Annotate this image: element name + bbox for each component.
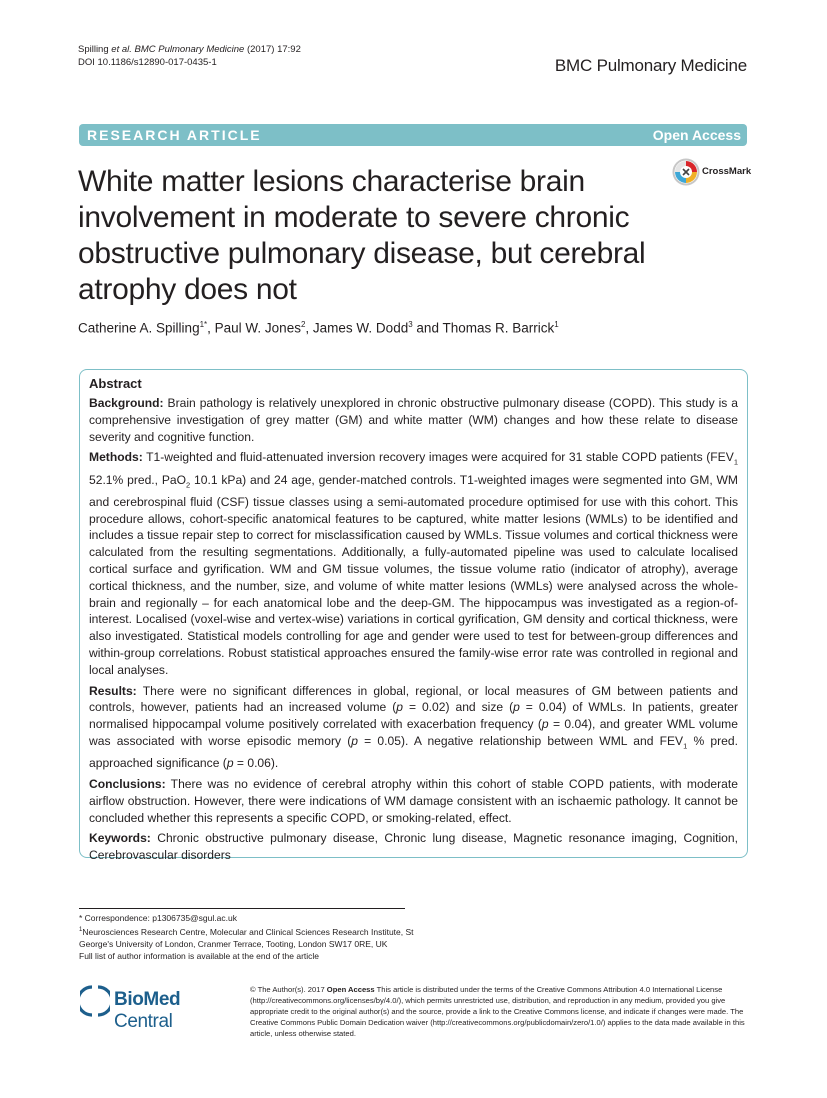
copyright-text: © The Author(s). 2017 — [250, 985, 327, 994]
crossmark-icon — [672, 158, 700, 186]
journal-name: BMC Pulmonary Medicine — [554, 56, 747, 75]
citation-line — [78, 43, 301, 56]
author-separator: , — [305, 320, 313, 336]
section-text: = 0.04), and greater WML volume was associated with worse episodic memory ( — [89, 717, 738, 748]
section-label: Keywords: — [89, 831, 151, 846]
open-access-bold: Open Access — [326, 985, 375, 994]
section-label: Conclusions: — [89, 776, 166, 791]
crossmark-label: CrossMark — [702, 166, 752, 177]
subscript: 2 — [186, 480, 191, 489]
biomed-central-logo[interactable] — [80, 985, 240, 1032]
biomed-central-logo-icon — [80, 985, 110, 1017]
publisher-name-bold: BioMed — [114, 989, 181, 1010]
section-text: 10.1 kPa) and 24 age, gender-matched controls. T1-weighted images were segmented into GM, WM and cerebrospinal fluid (CSF) tissue classes using a semi-automated procedure optimised for use with this cohort. This procedure allows, cohort-specific anatomical features to be captured, white matter lesions (WMLs) to be identified and includes a tissue repair step to correct for misclassification caused by WMLs. Tissue volumes and cortical thickness were calculated from the resulting segmentations. Additionally, a fully-automated pipeline was used to calculate localised cortical surface and gyrification. WM and GM tissue volumes, the tissue volume ratio (indicator of atrophy), average cortical thickness, and the number, size, and volume of white matter lesions (WMLs) were analysed across the whole-brain and regionally – for each anatomical lobe and the deep-GM. The hippocampus was investigated as a region-of-interest. Localised (voxel-wise and vertex-wise) variations in cortical gyrification, GM density and cortical thickness, were also investigated. Statistical models controlling for age and gender were used to test for between-group differences and within-group correlations. Robust statistical approaches ensured the family-wise error rate was controlled in regional and local analyses. — [89, 472, 738, 677]
author-info-note: Full list of author information is available at the end of the article — [79, 950, 320, 961]
doi[interactable]: DOI 10.1186/s12890-017-0435-1 — [78, 57, 217, 68]
p-symbol: p — [541, 717, 549, 732]
publisher-name-rest: Central — [114, 1011, 173, 1032]
abstract-heading: Abstract — [89, 376, 142, 391]
p-symbol: p — [226, 756, 234, 771]
author-name[interactable]: James W. Dodd — [312, 320, 409, 336]
crossmark-badge[interactable] — [672, 158, 752, 186]
author-name[interactable]: Catherine A. Spilling — [78, 320, 200, 336]
license-statement — [250, 984, 750, 1039]
section-text: There were no significant differences in global, regional, or local measures of GM between patients and controls, however, patients had an increased volume ( — [89, 683, 738, 715]
article-type-label: RESEARCH ARTICLE — [87, 127, 262, 143]
abstract-conclusions — [89, 776, 738, 826]
section-label: Results: — [89, 683, 137, 698]
section-text: % pred. approached significance ( — [89, 733, 738, 771]
footnote-block — [79, 912, 419, 962]
section-text: There was no evidence of cerebral atrophy within this cohort of stable COPD patients, with moderate airflow obstruction. However, there were indications of WM damage consistent with an ischaemic pathology. It cannot be concluded whether this represents a specific COPD, or smoking-related, effect. — [89, 776, 738, 825]
abstract-keywords — [89, 830, 738, 864]
author-affiliation-mark: 2 — [300, 320, 306, 329]
publisher-name — [114, 989, 240, 1033]
citation-authors: Spilling — [78, 44, 112, 55]
section-text: T1-weighted and fluid-attenuated inversion recovery images were acquired for 31 stable COPD patients (FEV — [142, 450, 734, 465]
p-symbol: p — [351, 733, 358, 748]
affiliation-text: Neurosciences Research Centre, Molecular and Clinical Sciences Research Institute, St George's University of London, Cranmer Terrace, Tooting, London SW17 0RE, UK — [79, 926, 414, 949]
license-text: This article is distributed under the terms of the Creative Commons Attribution 4.0 International License (http://creativecommons.org/licenses/by/4.0/), which permits unrestricted use, distribution, and reproduction in any medium, provided you give appropriate credit to the original author(s) and the source, provide a link to the Creative Commons license, and indicate if changes were made. The Creative Commons Public Domain Dedication waiver (http://creativecommons.org/publicdomain/zero/1.0/) applies to the data made available in this article, unless otherwise stated. — [250, 985, 745, 1038]
author-list — [78, 320, 559, 336]
author-name[interactable]: Paul W. Jones — [214, 320, 301, 336]
section-label: Background: — [89, 396, 164, 410]
footnote-divider — [79, 908, 405, 909]
abstract-box — [79, 369, 748, 863]
section-text: Brain pathology is relatively unexplored in chronic obstructive pulmonary disease (COPD). This study is a comprehensive investigation of grey matter (GM) and white matter (WM) changes and how these relate to disease severity and cognitive function. — [89, 396, 738, 444]
author-affiliation-mark: 1* — [199, 320, 208, 329]
section-text: = 0.05). A negative relationship between WML and FEV — [358, 733, 684, 748]
author-separator: , — [207, 320, 215, 336]
section-text: Chronic obstructive pulmonary disease, Chronic lung disease, Magnetic resonance imaging, Cognition, Cerebrovascular disorders — [89, 831, 738, 863]
author-affiliation-mark: 1 — [554, 320, 559, 329]
section-text: 52.1% pred., PaO — [89, 472, 187, 487]
affiliation-mark: 1 — [79, 927, 83, 933]
citation-journal: et al. BMC Pulmonary Medicine — [111, 44, 245, 55]
subscript: 1 — [683, 741, 688, 751]
section-text: = 0.06). — [233, 756, 279, 771]
p-symbol: p — [513, 700, 520, 715]
section-text: = 0.02) and size ( — [402, 700, 514, 715]
abstract-results — [89, 683, 738, 772]
open-access-label: Open Access — [652, 127, 741, 143]
section-label: Methods: — [89, 450, 143, 465]
author-name[interactable]: Thomas R. Barrick — [442, 320, 555, 336]
affiliation — [79, 924, 419, 950]
article-title: White matter lesions characterise brain involvement in moderate to severe chronic obstructive pulmonary disease, but cerebral atrophy does not — [78, 165, 646, 306]
abstract-methods — [89, 449, 738, 678]
subscript: 1 — [733, 457, 738, 467]
citation-block — [78, 43, 301, 69]
correspondence[interactable]: * Correspondence: p1306735@sgul.ac.uk — [79, 913, 237, 923]
p-symbol: p — [396, 700, 403, 715]
author-separator: and — [412, 320, 443, 336]
article-type-banner — [79, 124, 747, 146]
author-affiliation-mark: 3 — [408, 320, 413, 329]
citation-volume: (2017) 17:92 — [244, 44, 301, 55]
section-text: = 0.04) of WMLs. In patients, greater normalised hippocampal volume positively correlated with exacerbation frequency ( — [89, 700, 738, 732]
abstract-background — [89, 395, 738, 445]
